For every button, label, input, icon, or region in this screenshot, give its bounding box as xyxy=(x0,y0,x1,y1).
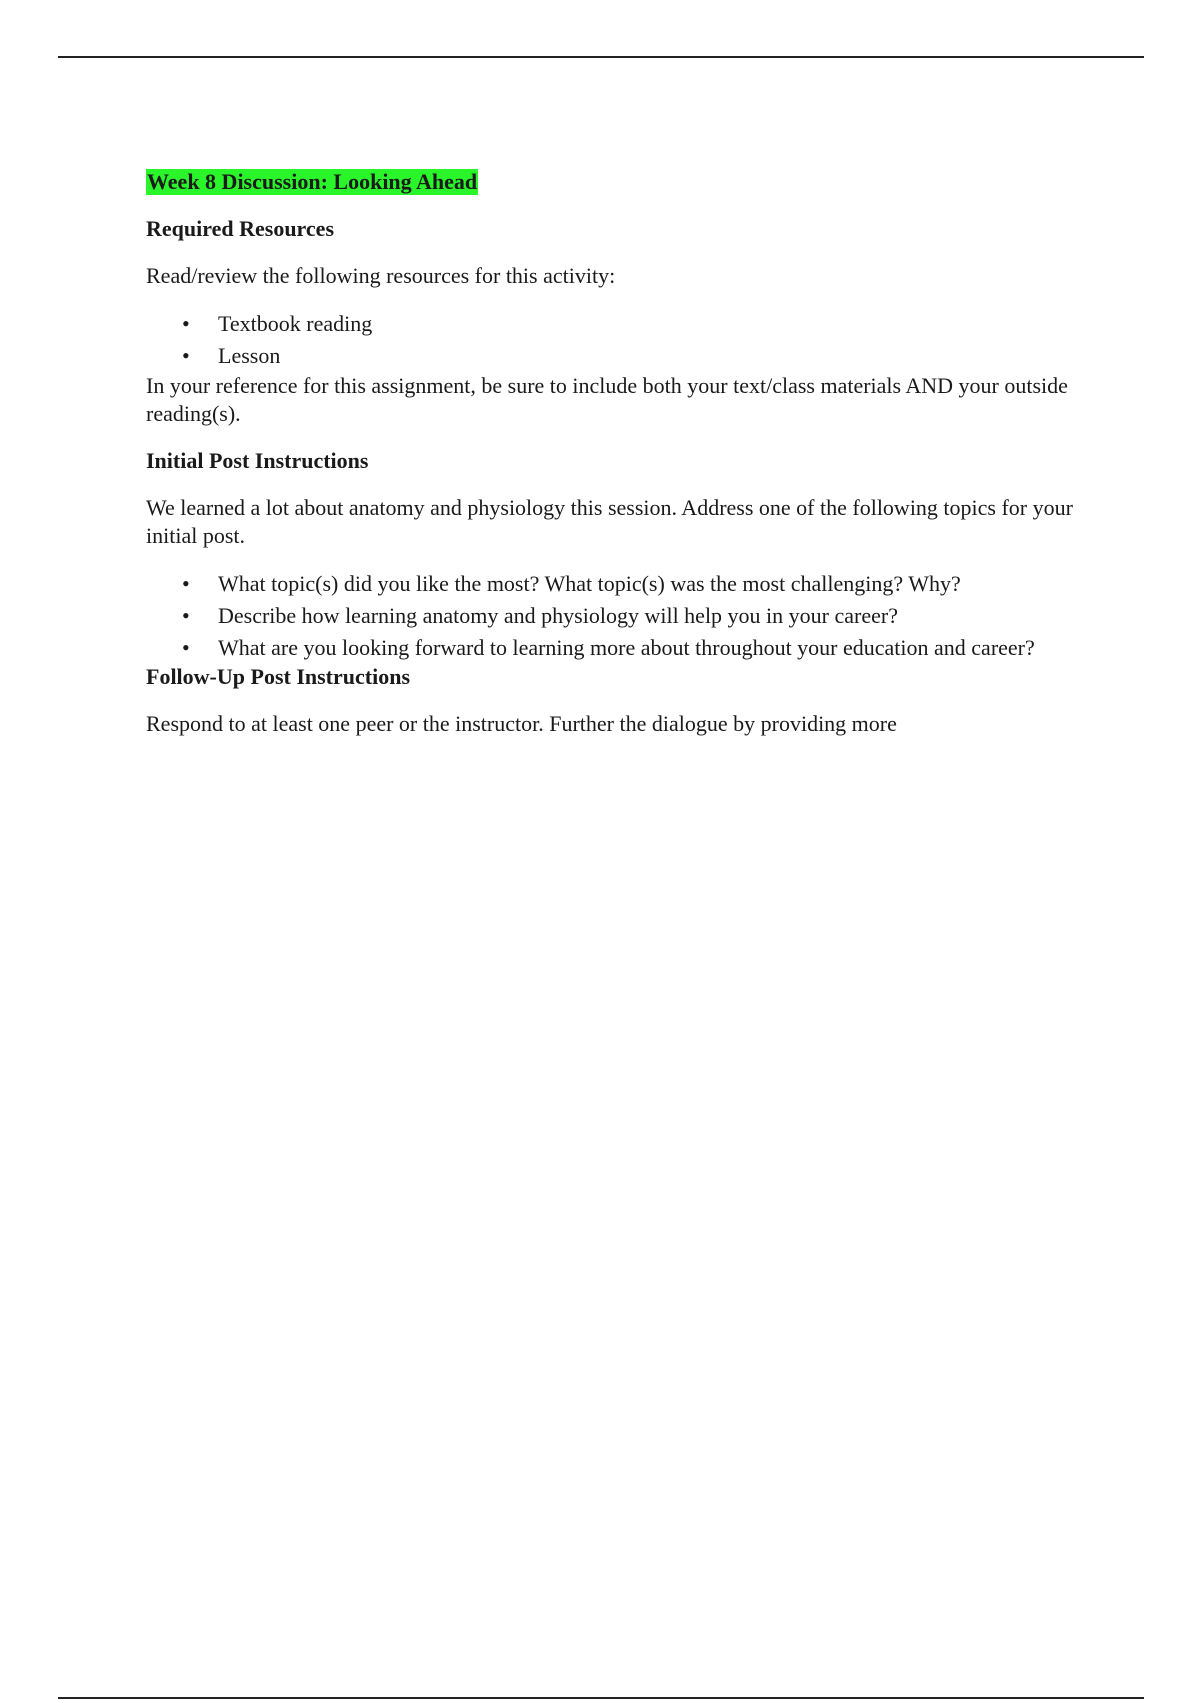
section-heading-follow-up-post: Follow-Up Post Instructions xyxy=(146,664,411,689)
list-item: • What are you looking forward to learning more about throughout your education and career? xyxy=(146,632,1096,664)
list-item: • Describe how learning anatomy and physiology will help you in your career? xyxy=(146,600,1096,632)
list-item: • Textbook reading xyxy=(146,308,1096,340)
initial-post-topics-list xyxy=(146,568,1096,664)
section-heading-required-resources: Required Resources xyxy=(146,216,335,241)
section-heading-initial-post: Initial Post Instructions xyxy=(146,448,369,473)
bottom-rule xyxy=(58,1697,1144,1699)
required-resources-list xyxy=(146,308,1096,372)
reference-note: In your reference for this assignment, be sure to include both your text/class materials AND your outside reading(s). xyxy=(146,373,1068,426)
list-item: • What topic(s) did you like the most? What topic(s) was the most challenging? Why? xyxy=(146,568,1096,600)
follow-up-post-intro: Respond to at least one peer or the instructor. Further the dialogue by providing more xyxy=(146,711,897,736)
required-resources-intro: Read/review the following resources for this activity: xyxy=(146,263,616,288)
top-rule xyxy=(58,56,1144,58)
initial-post-intro: We learned a lot about anatomy and physiology this session. Address one of the following topics for your initial post. xyxy=(146,495,1073,548)
list-item: • Lesson xyxy=(146,340,1096,372)
document-body xyxy=(146,168,1096,738)
page-title: Week 8 Discussion: Looking Ahead xyxy=(147,169,478,194)
